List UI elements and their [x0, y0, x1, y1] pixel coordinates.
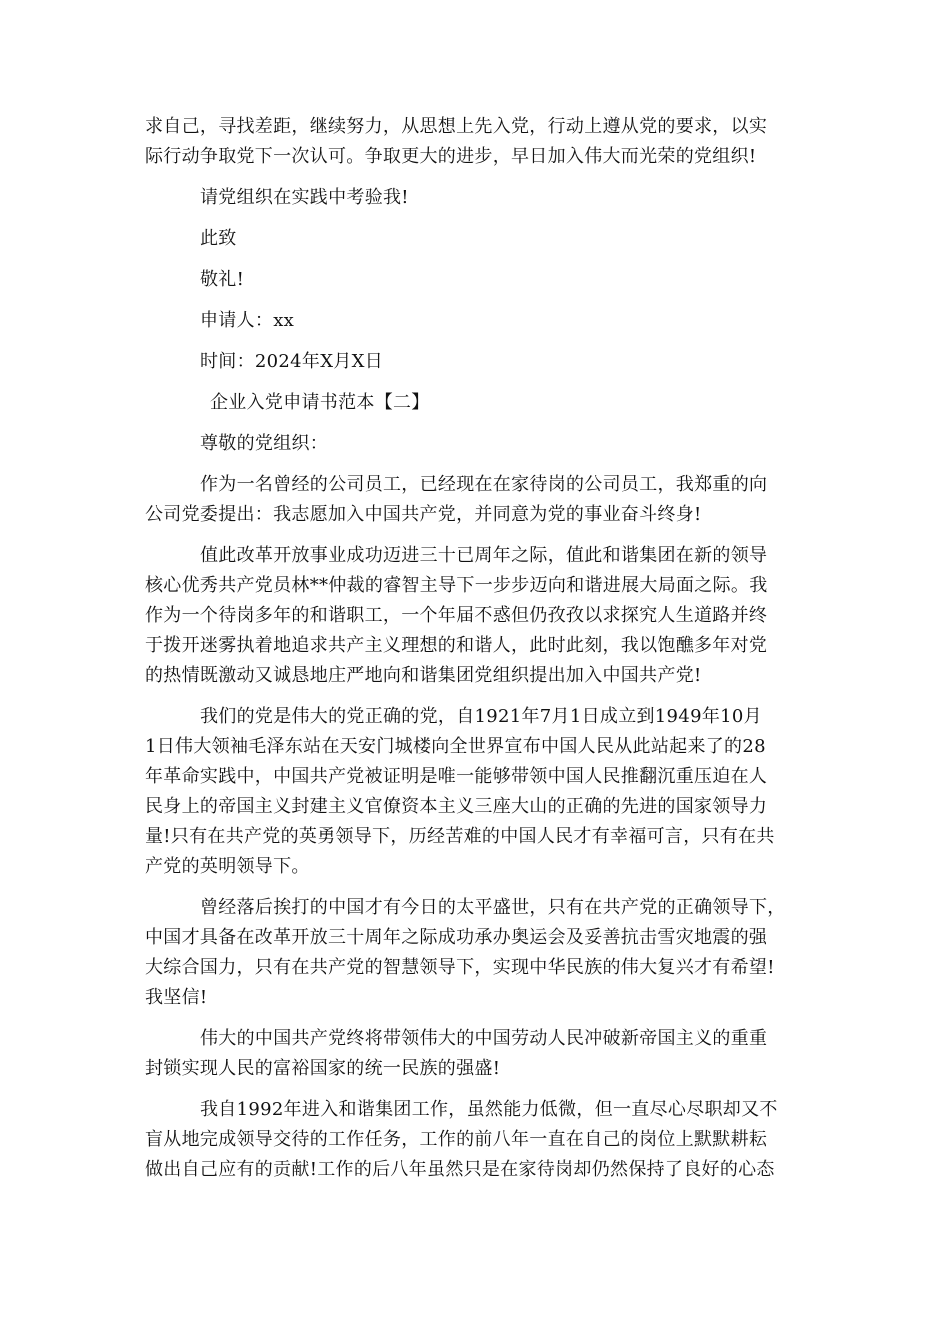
text-line: 作为一个待岗多年的和谐职工，一个年届不惑但仍孜孜以求探究人生道路并终: [145, 605, 768, 626]
text-line: 值此改革开放事业成功迈进三十已周年之际，值此和谐集团在新的领导: [200, 545, 768, 566]
applicant-name: 申请人：xx: [200, 310, 295, 331]
paragraph: [145, 470, 805, 530]
application-date: 时间：2024年X月X日: [200, 351, 384, 372]
text-line: 做出自己应有的贡献!工作的后八年虽然只是在家待岗却仍然保持了良好的心态: [145, 1159, 775, 1180]
section-heading: 企业入党申请书范本【二】: [210, 392, 430, 413]
greeting: 尊敬的党组织：: [200, 433, 329, 454]
text-line: 民身上的帝国主义封建主义官僚资本主义三座大山的正确的先进的国家领导力: [145, 796, 768, 817]
salutation-cizhi: 此致: [200, 228, 237, 249]
text-line: 公司党委提出：我志愿加入中国共产党，并同意为党的事业奋斗终身!: [145, 504, 702, 525]
paragraph: [145, 1095, 805, 1185]
text-line: 大综合国力，只有在共产党的智慧领导下，实现中华民族的伟大复兴才有希望!: [145, 957, 775, 978]
paragraph: [145, 702, 805, 882]
text-line: 作为一名曾经的公司员工，已经现在在家待岗的公司员工，我郑重的向: [200, 474, 768, 495]
text-line: 年革命实践中，中国共产党被证明是唯一能够带领中国人民推翻沉重压迫在人: [145, 766, 768, 787]
paragraph: [145, 541, 805, 691]
salutation-jingli: 敬礼!: [200, 269, 245, 290]
text-line: 中国才具备在改革开放三十周年之际成功承办奥运会及妥善抗击雪灾地震的强: [145, 927, 768, 948]
text-line: 我们的党是伟大的党正确的党，自1921年7月1日成立到1949年10月: [200, 706, 762, 727]
text-line: 盲从地完成领导交待的工作任务，工作的前八年一直在自己的岗位上默默耕耘: [145, 1129, 768, 1150]
paragraph: [145, 893, 805, 1013]
closing-request: 请党组织在实践中考验我!: [200, 187, 409, 208]
paragraph-continuation: [145, 112, 805, 172]
text-line: 核心优秀共产党员林**仲裁的睿智主导下一步步迈向和谐进展大局面之际。我: [145, 575, 768, 596]
text-line: 际行动争取党下一次认可。争取更大的进步，早日加入伟大而光荣的党组织!: [145, 146, 757, 167]
paragraph: [145, 1024, 805, 1084]
text-line: 伟大的中国共产党终将带领伟大的中国劳动人民冲破新帝国主义的重重: [200, 1028, 768, 1049]
text-line: 我坚信!: [145, 987, 208, 1008]
text-line: 曾经落后挨打的中国才有今日的太平盛世，只有在共产党的正确领导下，: [200, 897, 786, 918]
text-line: 的热情既激动又诚恳地庄严地向和谐集团党组织提出加入中国共产党!: [145, 665, 702, 686]
text-line: 求自己，寻找差距，继续努力，从思想上先入党，行动上遵从党的要求，以实: [145, 116, 768, 137]
text-line: 产党的英明领导下。: [145, 856, 310, 877]
text-line: 1日伟大领袖毛泽东站在天安门城楼向全世界宣布中国人民从此站起来了的28: [145, 736, 766, 757]
document-page: [145, 112, 805, 1185]
text-line: 于拨开迷雾执着地追求共产主义理想的和谐人，此时此刻，我以饱醮多年对党: [145, 635, 768, 656]
text-line: 量!只有在共产党的英勇领导下，历经苦难的中国人民才有幸福可言，只有在共: [145, 826, 775, 847]
text-line: 我自1992年进入和谐集团工作，虽然能力低微，但一直尽心尽职却又不: [200, 1099, 778, 1120]
text-line: 封锁实现人民的富裕国家的统一民族的强盛!: [145, 1058, 501, 1079]
